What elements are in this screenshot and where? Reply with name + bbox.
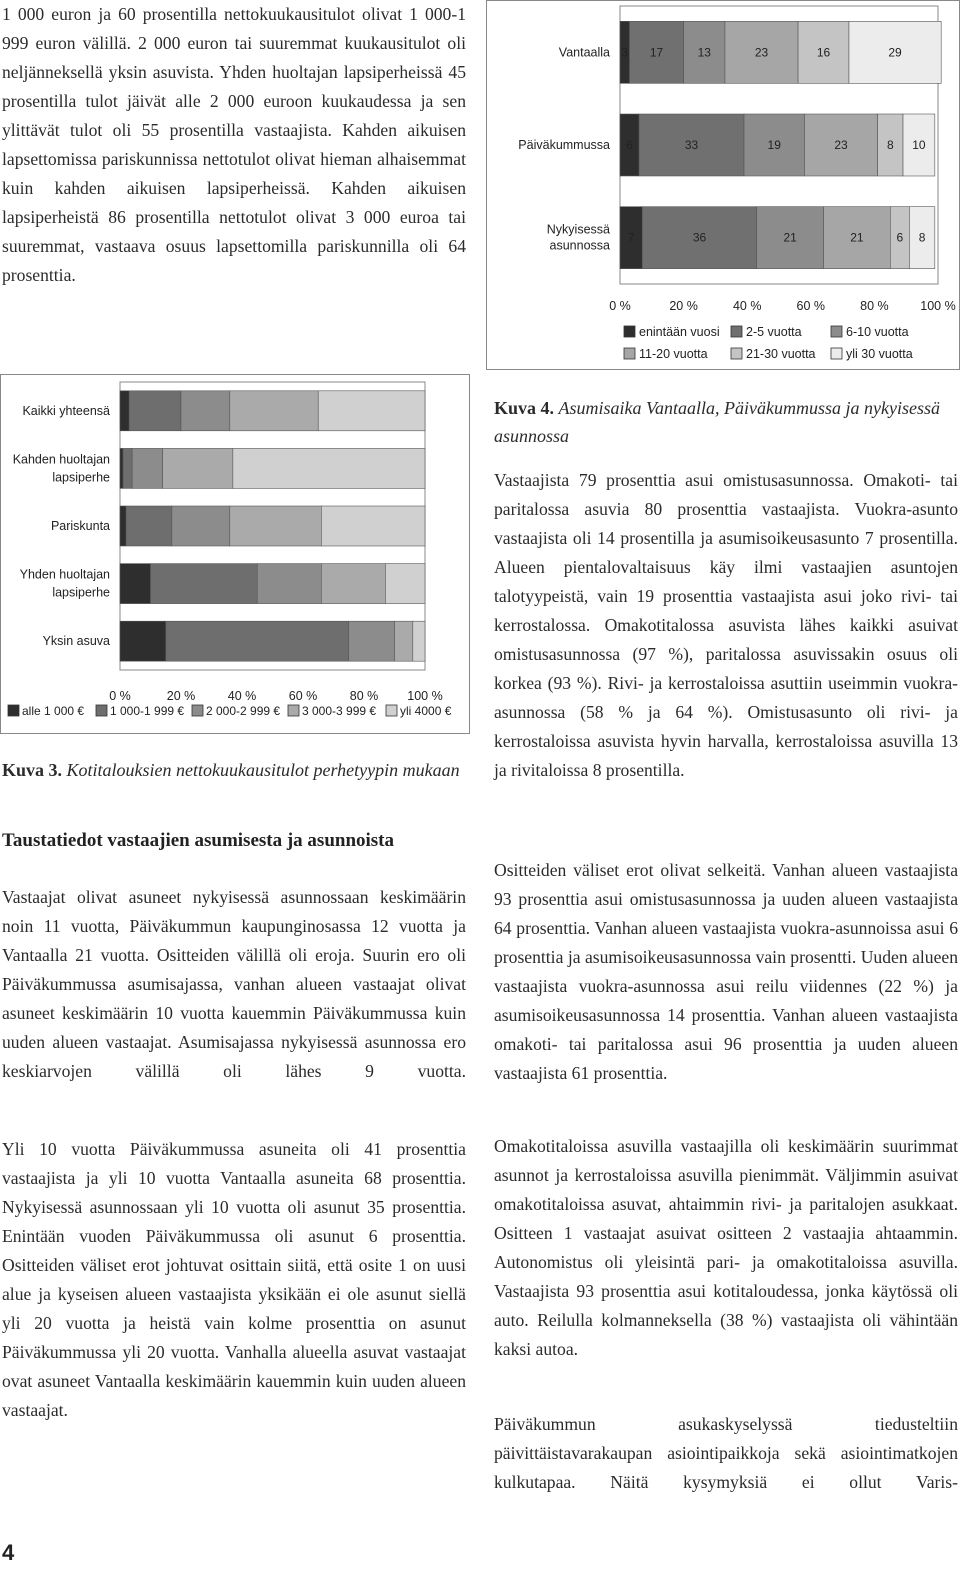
bar-segment: [123, 448, 132, 488]
data-label: 6: [896, 230, 904, 245]
data-label: 17: [649, 45, 664, 60]
x-tick-label: 40 %: [732, 299, 762, 313]
legend-label: alle 1 000 €: [22, 704, 85, 718]
legend-swatch: [96, 705, 107, 716]
bar-segment: [230, 391, 318, 431]
paragraph-ownership: Vastaajista 79 prosenttia asui omistusasunnossa. Omakoti- tai paritalossa asuvia 80 prosenttia vastaajista. Vuokra-asunto vastaajista oli 14 prosentilla ja asumisoikeusasunto 7 prosentilla. Alueen pientalovaltaisuus käy ilmi vastaajien asuntojen talotyypeistä, vain 19 prosenttia vastaajista asui joko rivi- tai kerrostalossa. Omakotitalossa asuvista lähes kaikki asuivat omistusasunnossa (97 %), paritalossa asuvissakin osuus oli korkea (93 %). Rivi- ja kerrostaloissa asuttiin useimmin vuokra-asunnossa (58 % ja 64 %). Omistusasunto oli rivi- ja kerrostaloissa asuvista hyvin harvalla, kerrostaloissa asuvilla 13 ja rivitaloissa 8 prosentilla.: [494, 470, 958, 780]
data-label: 8: [918, 230, 926, 245]
legend-label: 2 000-2 999 €: [206, 704, 281, 718]
bar-segment: [385, 564, 425, 604]
data-label: 8: [886, 138, 894, 152]
category-label: Yhden huoltajan: [19, 567, 110, 582]
legend-swatch: [624, 348, 635, 359]
legend-label: 6-10 vuotta: [846, 325, 909, 339]
bar-segment: [126, 506, 172, 546]
legend-label: 2-5 vuotta: [746, 325, 802, 339]
category-label: Vantaalla: [558, 45, 610, 60]
bar-segment: [129, 391, 181, 431]
bar-segment: [163, 448, 233, 488]
legend-label: enintään vuosi: [639, 325, 720, 339]
legend-swatch: [624, 326, 635, 337]
bar-segment: [181, 391, 230, 431]
bar-segment: [230, 506, 321, 546]
x-tick-label: 80 %: [860, 299, 889, 313]
data-label: 19: [767, 138, 781, 152]
paragraph-shopping: Päiväkummun asukaskyselyssä tiedusteltiin päivittäistavarakaupan asiointipaikkoja sekä asiointimatkojen kulkutapaa. Näitä kysymyksiä ei ollut Varis-: [494, 1414, 958, 1492]
data-label: 13: [697, 45, 711, 60]
x-tick-label: 60 %: [796, 299, 826, 313]
bar-segment: [120, 448, 123, 488]
data-label: 23: [754, 45, 769, 60]
data-label: 16: [816, 45, 831, 60]
legend-swatch: [386, 705, 397, 716]
legend-label: 1 000-1 999 €: [110, 704, 185, 718]
category-label: lapsiperhe: [52, 585, 110, 600]
bar-segment: [321, 506, 425, 546]
bar-segment: [395, 621, 413, 661]
bar-segment: [318, 391, 425, 431]
figure-4-chart: [486, 0, 960, 370]
paragraph-apartment-size: Omakotitaloissa asuvilla vastaajilla oli keskimäärin suurimmat asunnot ja kerrostaloissa asuvilla pienimmät. Väljimmin asuivat omakotitaloissa asuvat, ahtaimmin rivi- ja paritalojen asukkaat. Ositteen 1 vastaajat asuivat ositteen 2 vastaajia ahtaammin. Autonomistus oli yleisintä pari- ja omakotitaloissa asuvilla. Vastaajista 93 prosenttia asui kotitaloudessa, jonka käytössä oli auto. Reilulla kolmanneksella (38 %) vastaajista oli vähintään kaksi autoa.: [494, 1136, 958, 1359]
data-label: 7: [627, 230, 635, 245]
legend-swatch: [831, 348, 842, 359]
x-tick-label: 100 %: [407, 689, 443, 703]
paragraph-residence-time: Vastaajat olivat asuneet nykyisessä asunnossaan keskimäärin noin 11 vuotta, Päiväkummun kaupunginosassa 12 vuotta ja Vantaalla 21 vuotta. Ositteiden välillä oli eroja. Suurin ero oli Päiväkummussa asumisajassa, vanhan alueen vastaajat olivat asuneet keskimäärin 10 vuotta kauemmin Päiväkummussa kuin uuden alueen vastaajat. Asumisajassa nykyisessä asunnossa ero keskiarvojen välillä oli lähes 9 vuotta.: [2, 887, 466, 1081]
figure-4-caption-number: Kuva 4.: [494, 398, 555, 418]
data-label: 3: [621, 45, 629, 60]
data-label: 10: [912, 138, 926, 152]
category-label: Pariskunta: [50, 519, 110, 533]
data-label: 6: [626, 138, 633, 152]
x-tick-label: 100 %: [920, 299, 956, 313]
bar-segment: [132, 448, 163, 488]
data-label: 36: [692, 230, 707, 245]
x-tick-label: 80 %: [349, 689, 379, 703]
legend-swatch: [731, 348, 742, 359]
x-tick-label: 20 %: [166, 689, 196, 703]
bar-segment: [151, 564, 258, 604]
category-label: Kahden huoltajan: [12, 452, 110, 467]
bar-segment: [166, 621, 349, 661]
category-label: Nykyisessä: [546, 222, 610, 237]
category-label: Päiväkummussa: [518, 138, 610, 152]
legend-swatch: [192, 705, 203, 716]
bar-segment: [257, 564, 321, 604]
data-label: 29: [888, 45, 902, 60]
section-heading: Taustatiedot vastaajien asumisesta ja asunnoista: [2, 830, 395, 851]
paragraph-income-distribution: 1 000 euron ja 60 prosentilla nettokuukausitulot olivat 1 000-1 999 euron välillä. 2 000 euron tai suuremmat kuukausitulot oli neljänneksellä yksin asuvista. Yhden huoltajan lapsiperheissä 45 prosentilla tulot jäivät alle 2 000 euroon kuukaudessa ja sen ylittävät tulot oli 55 prosentilla vastaajista. Kahden aikuisen lapsettomissa pariskunnissa nettotulot olivat hieman alhaisemmat kuin kahden aikuisen lapsiperheissä. Kahden aikuisen lapsiperheistä 86 prosentilla nettotulot olivat 3 000 euroa tai suuremmat, vastaava osuus lapsettomilla pariskunnilla oli 64 prosenttia.: [2, 4, 466, 285]
x-tick-label: 20 %: [669, 299, 698, 313]
bar-segment: [120, 564, 151, 604]
legend-swatch: [831, 326, 842, 337]
bar-segment: [413, 621, 425, 661]
legend-label: yli 30 vuotta: [846, 347, 913, 361]
category-label: asunnossa: [549, 238, 610, 253]
legend-swatch: [8, 705, 19, 716]
paragraph-over-ten-years: Yli 10 vuotta Päiväkummussa asuneita oli 41 prosenttia vastaajista ja yli 10 vuotta Vantaalla asuneita 68 prosenttia. Nykyisessä asunnossaan yli 10 vuotta oli asunut 35 prosenttia. Enintään vuoden Päiväkummussa oli asunut 6 prosenttia. Ositteiden väliset erot johtuvat osittain siitä, että osite 1 on uusi alue ja kyseisen alueen vastaajista yksikään ei ole asunut siellä yli 20 vuotta ja heistä vain kolme prosenttia on asunut Päiväkummussa yli 20 vuotta. Vanhalla alueella asuvat vastaajat ovat asuneet Vantaalla keskimäärin kauemmin kuin uuden alueen vastaajat.: [2, 1139, 466, 1420]
bar-segment: [120, 621, 166, 661]
figure-3-chart: [0, 374, 470, 734]
x-tick-label: 0 %: [109, 689, 131, 703]
figure-3-svg: [0, 374, 470, 734]
bar-segment: [321, 564, 385, 604]
category-label: lapsiperhe: [52, 470, 110, 485]
figure-4-caption: [494, 394, 958, 450]
figure-4-svg: [486, 0, 960, 370]
bar-segment: [172, 506, 230, 546]
paragraph-area-differences: Ositteiden väliset erot olivat selkeitä. Vanhan alueen vastaajista 93 prosenttia asui omistusasunnossa ja uuden alueen vastaajista 64 prosenttia. Vanhan alueen vastaajista vuokra-asunnoissa asui 6 prosenttia ja asumisoikeusasunnossa vain prosentti. Uuden alueen vastaajista vuokra-asunnossa asui reilu viidennes (22 %) ja asumisoikeusasunnossa 14 prosenttia. Vanhan alueen vastaajista omakoti- tai paritalossa asui 96 prosenttia ja uuden alueen vastaajista 61 prosenttia.: [494, 860, 958, 1083]
bar-segment: [349, 621, 395, 661]
legend-swatch: [731, 326, 742, 337]
legend-label: 21-30 vuotta: [746, 347, 816, 361]
figure-4-caption-text: Asumisaika Vantaalla, Päiväkummussa ja nykyisessä asunnossa: [494, 398, 940, 446]
figure-3-caption-number: Kuva 3.: [2, 760, 63, 780]
figure-3-caption-text: Kotitalouksien nettokuukausitulot perhetyypin mukaan: [66, 760, 460, 780]
data-label: 33: [684, 138, 699, 152]
bar-segment: [233, 448, 425, 488]
legend-label: yli 4000 €: [400, 704, 452, 718]
x-tick-label: 40 %: [227, 689, 257, 703]
legend-swatch: [288, 705, 299, 716]
data-label: 23: [834, 138, 848, 152]
category-label: Yksin asuva: [42, 634, 110, 649]
page-number: 4: [2, 1540, 15, 1565]
bar-segment: [120, 391, 129, 431]
category-label: Kaikki yhteensä: [22, 403, 110, 418]
data-label: 21: [783, 230, 797, 245]
data-label: 21: [850, 230, 864, 245]
legend-label: 3 000-3 999 €: [302, 704, 377, 718]
figure-3-caption: [2, 756, 468, 784]
x-tick-label: 0 %: [609, 299, 631, 313]
x-tick-label: 60 %: [288, 689, 318, 703]
legend-label: 11-20 vuotta: [639, 347, 708, 361]
bar-segment: [120, 506, 126, 546]
